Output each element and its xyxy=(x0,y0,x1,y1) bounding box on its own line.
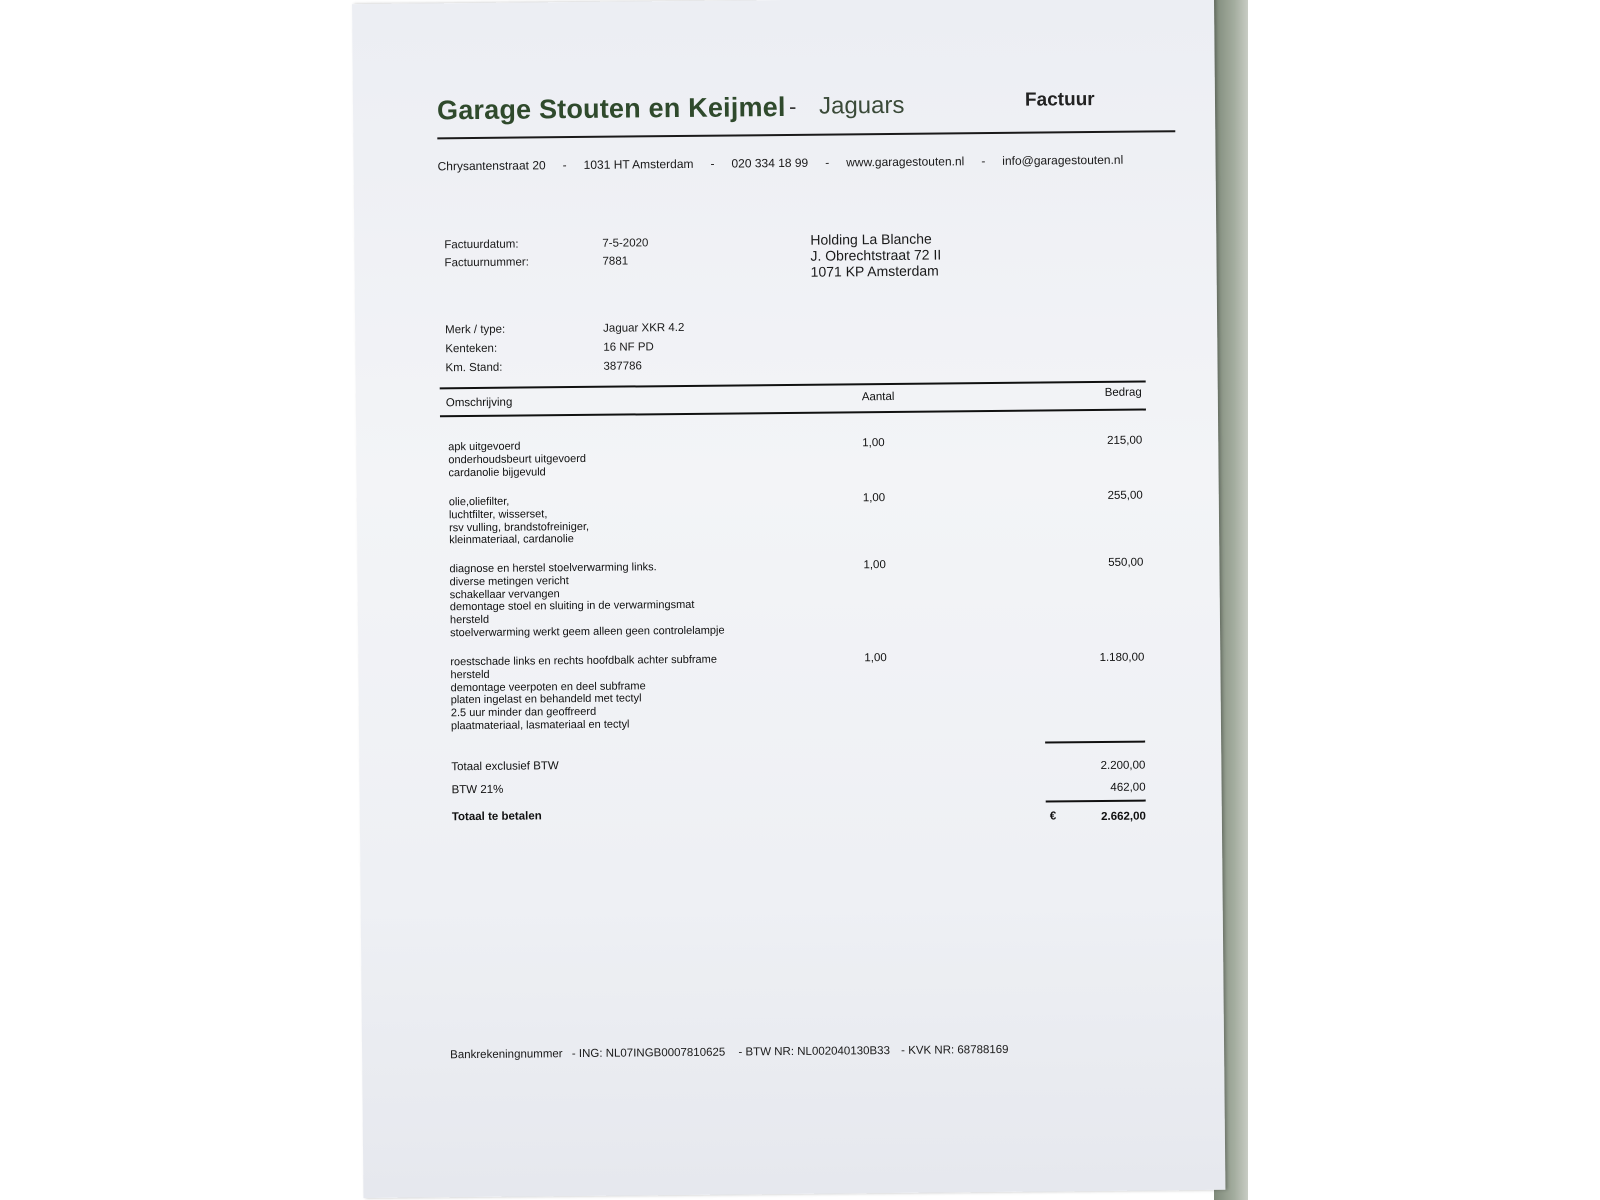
line-item-description: diagnose en herstel stoelverwarming links. diverse metingen vericht schakellaar vervangen demontage stoel en sluiting in de verwarmingsmat hersteld stoelverwarming werkt geem alleen geen controlelampje xyxy=(449,561,725,640)
contact-website: www.garagestouten.nl xyxy=(846,154,965,170)
vehicle-plate-label: Kenteken: xyxy=(445,342,498,356)
vat-label: BTW 21% xyxy=(451,783,504,797)
company-name: Garage Stouten en Keijmel xyxy=(436,91,786,126)
line-item-description: apk uitgevoerd onderhoudsbeurt uitgevoerd cardanolie bijgevuld xyxy=(448,440,587,479)
footer-registration xyxy=(450,1044,1009,1061)
contact-street: Chrysantenstraat 20 xyxy=(437,158,546,174)
vehicle-km-value: 387786 xyxy=(603,360,642,373)
line-item-quantity: 1,00 xyxy=(863,559,886,572)
recipient-street: J. Obrechtstraat 72 II xyxy=(810,246,942,264)
line-item-amount: 550,00 xyxy=(1108,556,1144,569)
company-specialty: Jaguars xyxy=(818,91,905,120)
document-type: Factuur xyxy=(1024,89,1095,111)
vat-number: - BTW NR: NL002040130B33 xyxy=(738,1045,891,1059)
contact-separator: - xyxy=(710,156,715,171)
header-separator: - xyxy=(788,93,797,119)
line-item-quantity: 1,00 xyxy=(862,492,886,505)
invoice-number-value: 7881 xyxy=(602,255,629,268)
column-quantity: Aantal xyxy=(861,390,895,404)
contact-phone: 020 334 18 99 xyxy=(731,155,809,171)
bank-label: Bankrekeningnummer xyxy=(450,1048,563,1062)
line-item-description: olie,oliefilter, luchtfilter, wisserset, rsv vulling, brandstofreiniger, kleinmateriaal, cardanolie xyxy=(448,495,590,547)
total-rule xyxy=(1046,800,1146,802)
invoice-sheet xyxy=(352,0,1225,1198)
contact-separator: - xyxy=(562,158,567,173)
contact-separator: - xyxy=(981,154,986,169)
line-item-quantity: 1,00 xyxy=(864,652,887,665)
contact-city: 1031 HT Amsterdam xyxy=(583,156,694,172)
total-excl-vat-label: Totaal exclusief BTW xyxy=(451,760,559,774)
header-rule xyxy=(437,130,1175,139)
vehicle-plate-value: 16 NF PD xyxy=(603,341,654,354)
invoice-number-label: Factuurnummer: xyxy=(444,256,529,270)
column-description: Omschrijving xyxy=(445,396,513,410)
vehicle-make-value: Jaguar XKR 4.2 xyxy=(603,321,685,335)
background-right xyxy=(1214,0,1600,1200)
vehicle-km-label: Km. Stand: xyxy=(445,361,503,375)
background-left xyxy=(0,0,352,1200)
invoice-date-value: 7-5-2020 xyxy=(602,237,649,250)
line-item-quantity: 1,00 xyxy=(862,437,885,450)
recipient-address xyxy=(810,230,941,279)
table-header-rule xyxy=(440,409,1146,418)
contact-line xyxy=(438,153,1124,174)
total-due-value: 2.662,00 xyxy=(1101,810,1146,823)
bank-account: - ING: NL07INGB0007810625 xyxy=(571,1046,726,1061)
vehicle-make-label: Merk / type: xyxy=(445,323,506,337)
line-item-amount: 255,00 xyxy=(1107,489,1143,502)
line-item-amount: 1.180,00 xyxy=(1099,651,1145,664)
contact-separator: - xyxy=(825,155,830,170)
recipient-city: 1071 KP Amsterdam xyxy=(810,262,939,280)
invoice-date-label: Factuurdatum: xyxy=(444,238,519,252)
recipient-name: Holding La Blanche xyxy=(810,230,932,248)
kvk-number: - KVK NR: 68788169 xyxy=(901,1043,1009,1057)
column-amount: Bedrag xyxy=(1104,386,1142,399)
vat-value: 462,00 xyxy=(1110,781,1146,794)
total-excl-vat-value: 2.200,00 xyxy=(1100,759,1146,772)
total-due-label: Totaal te betalen xyxy=(451,810,542,824)
currency-symbol: € xyxy=(1049,810,1057,823)
line-item-amount: 215,00 xyxy=(1107,434,1143,447)
line-item-description: roestschade links en rechts hoofdbalk achter subframe hersteld demontage veerpoten en deel subframe platen ingelast en behandeld met tectyl 2.5 uur minder dan geoffreerd plaatmateriaal, lasmateriaal en tectyl xyxy=(450,653,717,733)
contact-email: info@garagestouten.nl xyxy=(1002,152,1124,168)
subtotal-rule xyxy=(1045,741,1145,743)
